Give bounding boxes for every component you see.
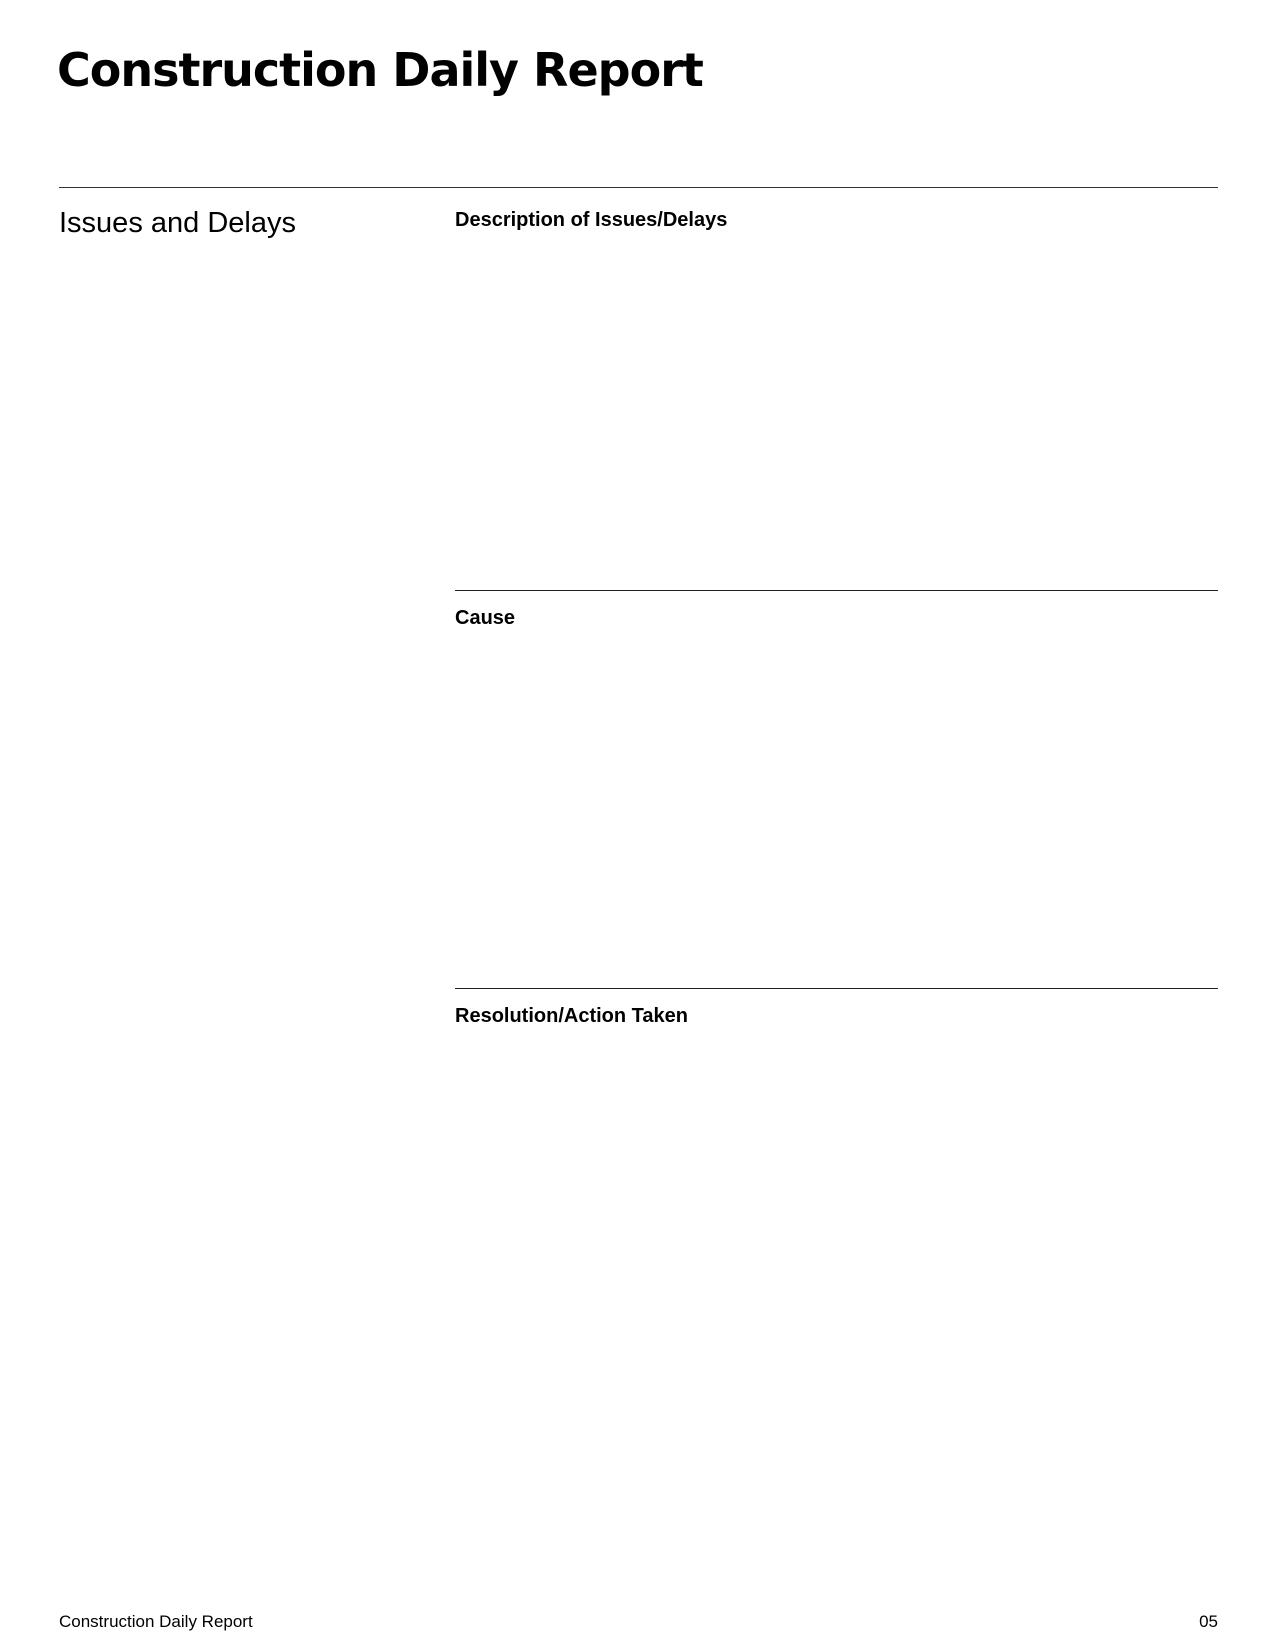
footer-page-number: 05 xyxy=(1199,1612,1218,1631)
section-heading: Issues and Delays xyxy=(59,207,296,239)
header-divider xyxy=(59,187,1218,188)
description-field-divider xyxy=(455,590,1218,591)
cause-field[interactable] xyxy=(455,606,1218,976)
cause-field-label: Cause xyxy=(455,607,516,629)
page-title: Construction Daily Report xyxy=(57,43,703,97)
cause-field-divider xyxy=(455,988,1218,989)
resolution-field[interactable] xyxy=(455,1004,1218,1564)
resolution-field-label: Resolution/Action Taken xyxy=(455,1005,688,1027)
description-field-label: Description of Issues/Delays xyxy=(455,209,728,231)
description-field[interactable] xyxy=(455,208,1218,578)
footer-report-name: Construction Daily Report xyxy=(59,1612,253,1631)
